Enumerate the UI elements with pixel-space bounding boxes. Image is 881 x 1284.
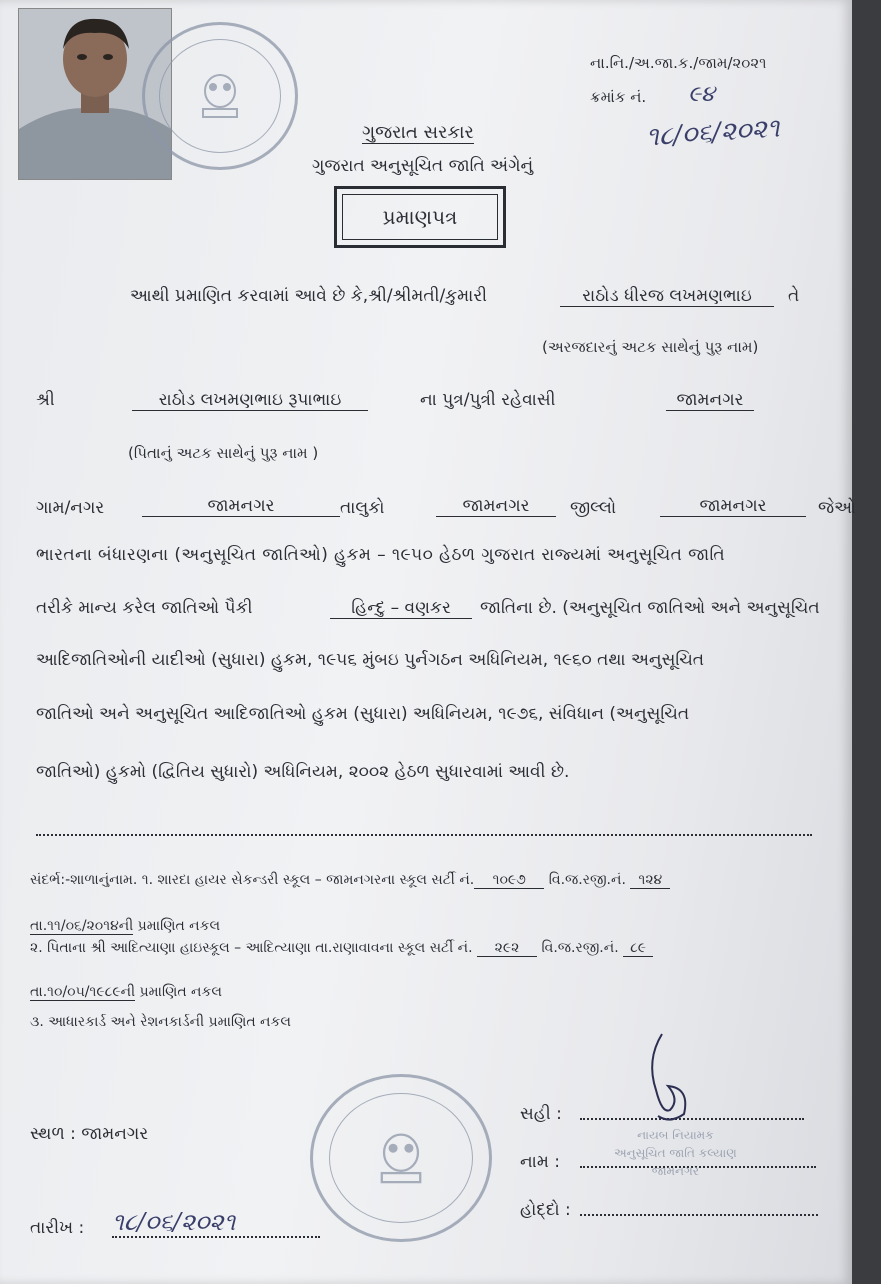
paragraph-line-3: આદિજાતિઓની યાદીઓ (સુધારા) હુકમ, ૧૯૫૬ મુંબઇ પુર્નગઠન અધિનિયમ, ૧૯૬૦ તથા અનુસૂચિત xyxy=(36,650,705,670)
reference-2-line-a xyxy=(30,940,653,957)
designation-line xyxy=(580,1214,818,1216)
certificate-subtitle: ગુજરાત અનુસૂચિત જાતિ અંગેનું xyxy=(312,156,534,176)
line1-suffix: તે xyxy=(788,286,800,306)
date-value: ૧૮/૦૬/૨૦૨૧ xyxy=(112,1208,320,1238)
officer-stamp-line-1: નાયબ નિયામક xyxy=(637,1128,714,1142)
reference-2-school: ૨. પિતાના શ્રી આદિત્યાણા હાઇસ્કૂલ – આદિત્યાણા તા.રાણાવાવના સ્કૂલ સર્ટી નં. xyxy=(30,940,473,956)
son-of-label: ના પુત્ર/પુત્રી રહેવાસી xyxy=(420,390,556,410)
taluka-value: જામનગર xyxy=(436,496,556,517)
applicant-name-note: (અરજદારનું અટક સાથેનું પુરૂ નામ) xyxy=(542,338,759,356)
document-title-box xyxy=(334,186,506,248)
reference-1-date: તા.૧૧/૦૬/૨૦૧૪ની xyxy=(30,918,134,934)
reference-1-cert-no: ૧૦૯૭ xyxy=(474,872,544,889)
father-name: રાઠોડ લખમણભાઇ રૂપાભાઇ xyxy=(132,390,368,411)
reference-1-reg-no: ૧૨૪ xyxy=(630,872,670,889)
village-value: જામનગર xyxy=(142,496,340,517)
reference-number: ના.નિ./અ.જા.ક./જામ/૨૦૨૧ xyxy=(590,54,767,72)
district-value: જામનગર xyxy=(660,496,806,517)
paragraph-line-5: જાતિઓ) હુકમો (દ્વિતિય સુધારો) અધિનિયમ, ૨૦૦૨ હેઠળ સુધારવામાં આવી છે. xyxy=(36,762,570,782)
officer-stamp-line-3: જામનગર xyxy=(651,1164,699,1178)
village-label: ગામ/નગર xyxy=(36,498,105,518)
reference-2-suffix: પ્રમાણિત નકલ xyxy=(139,984,222,1000)
name-label: નામ : xyxy=(520,1152,560,1172)
top-seal-stamp xyxy=(142,22,298,170)
document-title: પ્રમાણપત્ર xyxy=(342,194,498,240)
emblem-icon xyxy=(375,1123,427,1187)
reference-2-line-b xyxy=(30,984,222,1000)
reference-2-reg-no: ૮૯ xyxy=(623,940,653,957)
reference-1-reg-label: વિ.જ.રજી.નં. xyxy=(548,872,626,888)
paragraph-line-4: જાતિઓ અને અનુસૂચિત આદિજાતિઓ હુકમ (સુધારા) અધિનિયમ, ૧૯૭૬, સંવિધાન (અનુસૂચિત xyxy=(36,704,690,724)
signature-scribble xyxy=(640,1030,700,1126)
district-suffix: જેઓ xyxy=(818,498,856,518)
bottom-seal-stamp xyxy=(310,1074,492,1242)
reference-1-school: સંદર્ભ:-શાળાનુંનામ. ૧. શારદા હાયર સેકન્ડરી સ્કૂલ – જામનગરના સ્કૂલ સર્ટી નં. xyxy=(30,872,475,888)
handwritten-date: ૧૮/૦૬/૨૦૨૧ xyxy=(645,113,781,153)
residence: જામનગર xyxy=(666,390,754,411)
date-label: તારીખ : xyxy=(30,1218,85,1238)
applicant-name: રાઠોડ ધીરજ લખમણભાઇ xyxy=(560,286,774,307)
caste-value: હિન્દુ – વણકર xyxy=(330,598,472,619)
certify-text: આથી પ્રમાણિત કરવામાં આવે છે કે,શ્રી/શ્રીમતી/કુમારી xyxy=(130,286,488,306)
taluka-label: તાલુકો xyxy=(340,498,385,518)
designation-label: હોદ્દો : xyxy=(520,1200,571,1220)
paragraph-line-1: ભારતના બંધારણના (અનુસૂચિત જાતિઓ) હુકમ – ૧૯૫૦ હેઠળ ગુજરાત રાજ્યમાં અનુસૂચિત જાતિ xyxy=(36,545,726,565)
reference-1-line-a xyxy=(30,872,670,889)
government-heading: ગુજરાત સરકાર xyxy=(362,122,474,143)
reference-1-suffix: પ્રમાણિત નકલ xyxy=(137,918,221,934)
serial-number: ૯૪ xyxy=(688,82,715,107)
reference-2-date: તા.૧૦/૦૫/૧૯૮૯ની xyxy=(30,984,136,1000)
officer-rubber-stamp xyxy=(614,1126,737,1180)
reference-2-cert-no: ૨૯૨ xyxy=(477,940,537,957)
serial-label: ક્રમાંક નં. xyxy=(590,88,647,106)
paragraph-line-2-suffix: જાતિના છે. (અનુસૂચિત જાતિઓ અને અનુસૂચિત xyxy=(480,598,820,618)
father-name-note: (પિતાનું અટક સાથેનું પુરૂ નામ ) xyxy=(128,444,319,462)
reference-2-reg-label: વિ.જ.રજી.નં. xyxy=(541,940,619,956)
reference-3: ૩. આધારકાર્ડ અને રેશનકાર્ડની પ્રમાણિત નકલ xyxy=(30,1014,291,1030)
officer-stamp-line-2: અનુસૂચિત જાતિ કલ્યાણ xyxy=(614,1146,737,1160)
place-label: સ્થળ : જામનગર xyxy=(30,1124,149,1144)
district-label: જીલ્લો xyxy=(570,498,617,518)
reference-1-line-b xyxy=(30,918,220,934)
dotted-divider xyxy=(36,834,812,836)
signature-label: સહી : xyxy=(520,1104,562,1124)
emblem-icon xyxy=(197,65,243,121)
shri-label: શ્રી xyxy=(36,390,55,410)
paragraph-line-2-prefix: તરીકે માન્ય કરેલ જાતિઓ પૈકી xyxy=(36,598,253,618)
